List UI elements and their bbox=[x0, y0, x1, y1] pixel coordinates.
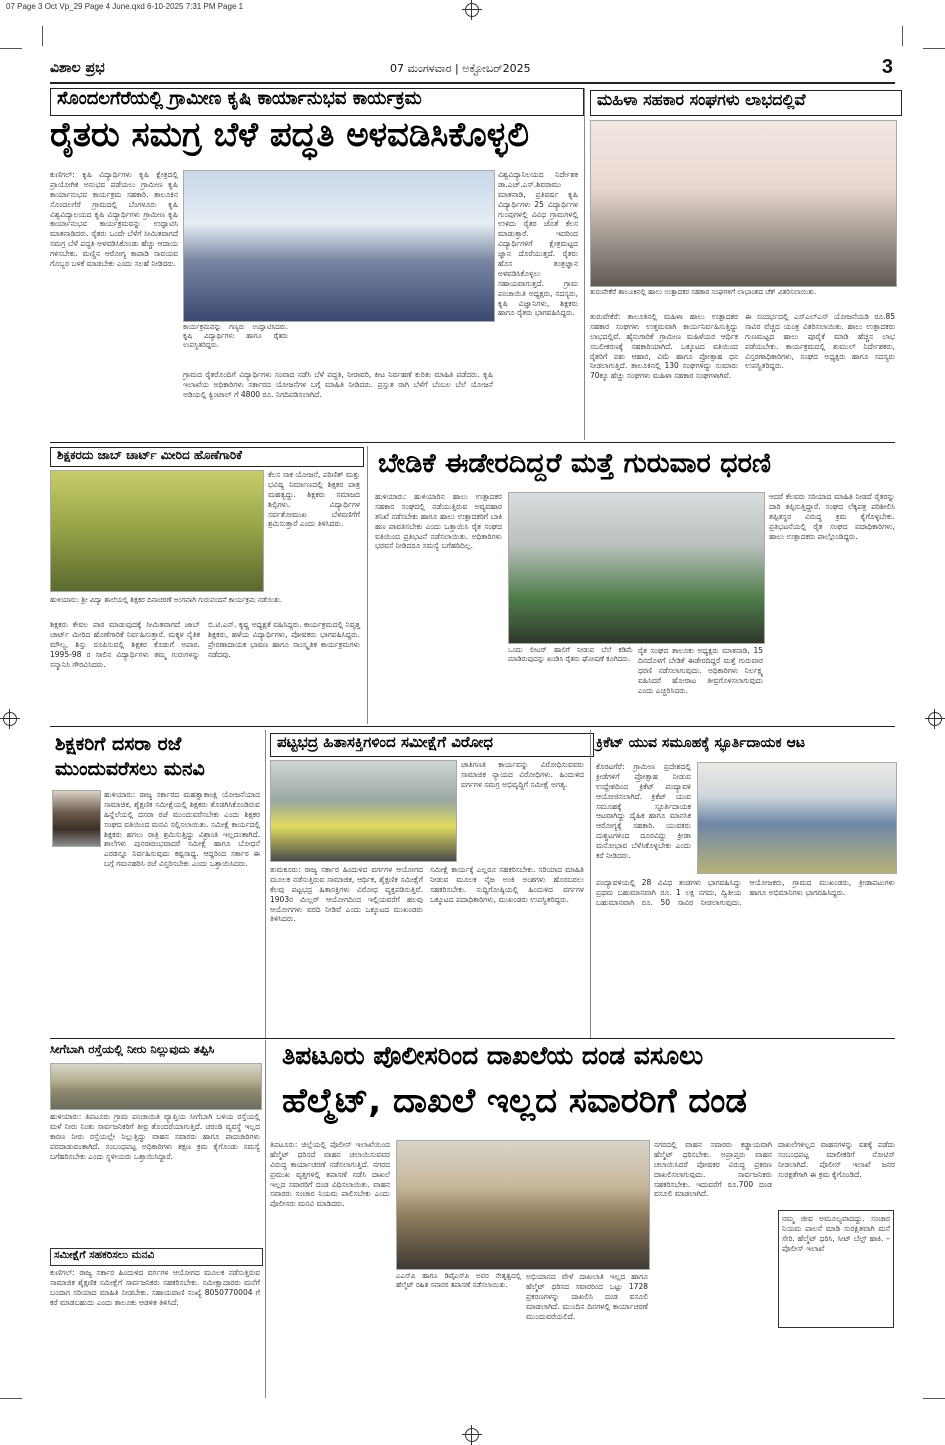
crop-mark bbox=[0, 1398, 22, 1399]
story5-headline: ಶಿಕ್ಷಕರಿಗೆ ದಸರಾ ರಜೆ ಮುಂದುವರೆಸಲು ಮನವಿ bbox=[55, 733, 205, 780]
story2-caption: ತುರುವೇಕೆರೆ ತಾಲೂಕಿನಲ್ಲಿ ಹಾಲು ಉತ್ಪಾದಕರ ಸಹಕಾರ ಸಂಘಗಳಿಗೆ ಲಾಭಾಂಶದ ಚೆಕ್ ವಿತರಿಸಲಾಯಿತು. bbox=[590, 288, 817, 296]
story6-headline: ಪಟ್ಟಭದ್ರ ಹಿತಾಸಕ್ತಿಗಳಿಂದ ಸಮೀಕ್ಷೆಗೆ ವಿರೋಧ bbox=[270, 733, 594, 757]
story10-headline: ಹೆಲ್ಮೆಟ್, ದಾಖಲೆ ಇಲ್ಲದ ಸವಾರರಿಗೆ ದಂಡ bbox=[282, 1081, 747, 1121]
page-header bbox=[50, 56, 895, 84]
story2-photo bbox=[590, 120, 897, 287]
registration-mark-left bbox=[3, 712, 17, 726]
story3-photo bbox=[50, 470, 264, 592]
registration-mark-right bbox=[928, 712, 942, 726]
story10-kicker: ತಿಪಟೂರು ಪೊಲೀಸರಿಂದ ದಾಖಲೆಯ ದಂಡ ವಸೂಲು bbox=[282, 1041, 704, 1070]
registration-mark-top bbox=[465, 3, 479, 17]
crop-mark bbox=[42, 26, 43, 46]
crop-mark bbox=[0, 48, 22, 49]
story7-photo bbox=[697, 762, 897, 874]
story1-headline: ರೈತರು ಸಮಗ್ರ ಬೆಳೆ ಪದ್ಧತಿ ಅಳವಡಿಸಿಕೊಳ್ಳಲಿ bbox=[50, 115, 529, 155]
section-rule bbox=[50, 1038, 895, 1039]
story5-body: ಹುಳಿಯಾರು: ರಾಜ್ಯ ಸರ್ಕಾರದ ಮಹತ್ವಾಕಾಂಕ್ಷಿ ಯೋಜನೆಯಾದ ಸಾಮಾಜಿಕ, ಶೈಕ್ಷಣಿಕ ಸಮೀಕ್ಷೆಯಲ್ಲಿ ಶಿಕ್ಷಕರು ತೊಡಗಿಸಿಕೊಂಡಿರುವ ಹಿನ್ನೆಲೆಯಲ್ಲಿ ದಸರಾ ರಜೆ ಮುಂದುವರೆಸಬೇಕು ಎಂದು ಶಿಕ್ಷಕರ ಸಂಘದ ವತಿಯಿಂದ ಮನವಿ ಸಲ್ಲಿಸಲಾಯಿತು. ಸಮೀಕ್ಷೆ ಕಾರ್ಯದಲ್ಲಿ ಶಿಕ್ಷಕರು ಹಗಲು ರಾತ್ರಿ ಶ್ರಮಿಸುತ್ತಿದ್ದು ವಿಶ್ರಾಂತಿ ಇಲ್ಲದಂತಾಗಿದೆ. ಶಾಲೆಗಳು ಪುನರಾರಂಭವಾದರೆ ಸಮೀಕ್ಷೆ ಹಾಗೂ ಬೋಧನೆ ಎರಡನ್ನೂ ನಿರ್ವಹಿಸುವುದು ಕಷ್ಟಸಾಧ್ಯ. ಆದ್ದರಿಂದ ಸರ್ಕಾರ ಈ ಬಗ್ಗೆ ಗಮನಹರಿಸಿ ರಜೆ ವಿಸ್ತರಿಸಬೇಕು ಎಂದು ಒತ್ತಾಯಿಸಿದರು. bbox=[104, 790, 260, 869]
issue-date: 07 ಮಂಗಳವಾರ | ಅಕ್ಟೋಬರ್2025 bbox=[390, 62, 531, 75]
story9-headline: ಸಮೀಕ್ಷೆಗೆ ಸಹಕರಿಸಲು ಮನವಿ bbox=[50, 1248, 263, 1266]
story4-body-col1: ಹುಳಿಯಾರು: ಹುಳಿಯಾರಿನ ಹಾಲು ಉತ್ಪಾದಕರ ಸಹಕಾರ ಸಂಘದಲ್ಲಿ ನಡೆಯುತ್ತಿರುವ ಅವ್ಯವಹಾರ ತನಿಖೆ ನಡೆಸಬೇಕು ಹಾಗೂ ಹಾಲು ಉತ್ಪಾದಕರಿಗೆ ಬಾಕಿ ಹಣ ಪಾವತಿಸಬೇಕು ಎಂದು ಒತ್ತಾಯಿಸಿ ರೈತ ಸಂಘದ ವತಿಯಿಂದ ಪ್ರತಿಭಟನೆ ನಡೆಸಲಾಯಿತು. ಅಧಿಕಾರಿಗಳು ಭರವಸೆ ನೀಡಿದರೂ ಸಮಸ್ಯೆ ಬಗೆಹರಿದಿಲ್ಲ. bbox=[375, 492, 502, 551]
column-rule bbox=[590, 730, 591, 1038]
story1-body-col4: ವಿಶ್ವವಿದ್ಯಾನಿಲಯದ ನಿರ್ದೇಶಕ ಡಾ.ಎಚ್.ಎಸ್.ಶಿವರಾಮು ಮಾತನಾಡಿ, ಪ್ರತಿವರ್ಷ ಕೃಷಿ ವಿದ್ಯಾರ್ಥಿಗಳು 25 ವಿದ್ಯಾರ್ಥಿಗಳ ಗುಂಪುಗಳಲ್ಲಿ ವಿವಿಧ ಗ್ರಾಮಗಳಲ್ಲಿ ಉಳಿದು ರೈತರ ಜೊತೆ ಕೆಲಸ ಮಾಡುತ್ತಾರೆ. ಇದರಿಂದ ವಿದ್ಯಾರ್ಥಿಗಳಿಗೆ ಕ್ಷೇತ್ರಮಟ್ಟದ ಜ್ಞಾನ ದೊರೆಯುತ್ತದೆ. ರೈತರು ಹೊಸ ತಂತ್ರಜ್ಞಾನ ಅಳವಡಿಸಿಕೊಳ್ಳಲು ಸಹಾಯವಾಗುತ್ತದೆ. ಗ್ರಾಮ ಪಂಚಾಯಿತಿ ಅಧ್ಯಕ್ಷರು, ಸದಸ್ಯರು, ಕೃಷಿ ವಿಜ್ಞಾನಿಗಳು, ಶಿಕ್ಷಕರು ಹಾಗೂ ರೈತರು ಭಾಗವಹಿಸಿದ್ದರು. bbox=[498, 170, 578, 318]
story1-caption: ಕಾರ್ಯಕ್ರಮವನ್ನು ಗಣ್ಯರು ಉದ್ಘಾಟಿಸಿದರು. ಕೃಷಿ ವಿದ್ಯಾರ್ಥಿಗಳು ಹಾಗೂ ರೈತರು ಉಪಸ್ಥಿತರಿದ್ದರು. bbox=[183, 323, 288, 350]
section-rule bbox=[50, 726, 895, 727]
story6-body-col2: ಸಮೀಕ್ಷೆ ಕಾರ್ಯಕ್ಕೆ ಎಲ್ಲರೂ ಸಹಕರಿಸಬೇಕು. ಸರಿಯಾದ ಮಾಹಿತಿ ನೀಡುವ ಮೂಲಕ ನೈಜ ಅಂಕಿ ಅಂಶಗಳು ಹೊರಬರಲು ಸಹಕರಿಸಬೇಕು. ಸುದ್ದಿಗೋಷ್ಠಿಯಲ್ಲಿ ಹಿಂದುಳಿದ ವರ್ಗಗಳ ಒಕ್ಕೂಟದ ಪದಾಧಿಕಾರಿಗಳು, ಮುಖಂಡರು ಉಪಸ್ಥಿತರಿದ್ದರು. bbox=[430, 865, 584, 904]
crop-mark bbox=[923, 48, 945, 49]
story7-headline: ಕ್ರಿಕೆಟ್ ಯುವ ಸಮೂಹಕ್ಕೆ ಸ್ಫೂರ್ತಿದಾಯಕ ಆಟ bbox=[596, 735, 805, 751]
story8-body: ಹುಳಿಯಾರು: ತಿಪಟೂರು ಗ್ರಾಮ ಪಂಚಾಯಿತಿ ವ್ಯಾಪ್ತಿಯ ಸೀಗೆಬಾಗಿ ಬಳಿಯ ರಸ್ತೆಯಲ್ಲಿ ಮಳೆ ನೀರು ನಿಂತು ಸಾರ್ವಜನಿಕರಿಗೆ ತೀವ್ರ ತೊಂದರೆಯಾಗುತ್ತಿದೆ. ಚರಂಡಿ ವ್ಯವಸ್ಥೆ ಇಲ್ಲದ ಕಾರಣ ನೀರು ರಸ್ತೆಯಲ್ಲೇ ನಿಲ್ಲುತ್ತಿದ್ದು ವಾಹನ ಸವಾರರು ಹಾಗೂ ಪಾದಚಾರಿಗಳು ಪರದಾಡುವಂತಾಗಿದೆ. ಸಂಬಂಧಪಟ್ಟ ಅಧಿಕಾರಿಗಳು ತಕ್ಷಣ ಕ್ರಮ ಕೈಗೊಂಡು ಸಮಸ್ಯೆ ಬಗೆಹರಿಸಬೇಕು ಎಂದು ಸ್ಥಳೀಯರು ಒತ್ತಾಯಿಸಿದ್ದಾರೆ. bbox=[50, 1112, 260, 1161]
story8-photo bbox=[50, 1063, 262, 1110]
story3-caption: ಹುಳಿಯಾರು: ಶ್ರೀ ವಿದ್ಯಾ ಶಾಲೆಯಲ್ಲಿ ಶಿಕ್ಷಕರ ದಿನಾಚರಣೆ ಅಂಗವಾಗಿ ಗುರುವಂದನೆ ಕಾರ್ಯಕ್ರಮ ನಡೆಯಿತು. bbox=[50, 596, 283, 604]
story3-headline: ಶಿಕ್ಷಕರದು ಜಾಬ್ ಚಾರ್ಟ್ ಮೀರಿದ ಹೊಣೆಗಾರಿಕೆ bbox=[50, 447, 364, 467]
column-rule bbox=[265, 1040, 266, 1398]
story10-body-col4: ದಾಖಲೆಗಳಿಲ್ಲದ ವಾಹನಗಳನ್ನು ವಶಕ್ಕೆ ಪಡೆದು ಸಂಬಂಧಪಟ್ಟ ಮಾಲೀಕರಿಗೆ ನೋಟಿಸ್ ನೀಡಲಾಗಿದೆ. ಪೊಲೀಸ್ ಇಲಾಖೆ ಜನರ ಸುರಕ್ಷತೆಗಾಗಿ ಈ ಕ್ರಮ ಕೈಗೊಂಡಿದೆ. bbox=[778, 1140, 895, 1179]
story1-kicker: ಸೊಂದಲಗೆರೆಯಲ್ಲಿ ಗ್ರಾಮೀಣ ಕೃಷಿ ಕಾರ್ಯಾನುಭವ ಕಾರ್ಯಕ್ರಮ bbox=[50, 88, 584, 116]
story7-body-col2: ಪಂದ್ಯಾವಳಿಯಲ್ಲಿ 28 ವಿವಿಧ ತಂಡಗಳು ಭಾಗವಹಿಸಿದ್ದು ಪ್ರಥಮ ಬಹುಮಾನವಾಗಿ ರೂ. 1 ಲಕ್ಷ ನಗದು, ದ್ವಿತೀಯ ಬಹುಮಾನವಾಗಿ ರೂ. 50 ಸಾವಿರ ನೀಡಲಾಗುವುದು. ಆಯೋಜಕರು, ಗ್ರಾಮದ ಮುಖಂಡರು, ಕ್ರೀಡಾಪಟುಗಳು ಹಾಗೂ ಅಭಿಮಾನಿಗಳು ಭಾಗವಹಿಸಿದ್ದರು. bbox=[596, 878, 895, 907]
story4-body-col2: ರೈತ ಸಂಘದ ತಾಲೂಕು ಅಧ್ಯಕ್ಷರು ಮಾತನಾಡಿ, 15 ದಿನದೊಳಗೆ ಬೇಡಿಕೆ ಈಡೇರದಿದ್ದರೆ ಮತ್ತೆ ಗುರುವಾರ ಧರಣಿ ನಡೆಸಲಾಗುವುದು. ಅಧಿಕಾರಿಗಳು ನಿರ್ಲಕ್ಷ್ಯ ವಹಿಸಿದರೆ ಹೋರಾಟ ತೀವ್ರಗೊಳಿಸಲಾಗುವುದು ಎಂದು ಎಚ್ಚರಿಸಿದರು. bbox=[638, 646, 763, 695]
story10-body-col2: ಅಭಿಯಾನದ ವೇಳೆ ದಾಖಲಾತಿ ಇಲ್ಲದ ಹಾಗೂ ಹೆಲ್ಮೆಟ್ ಧರಿಸದ ಸವಾರರಿಂದ ಒಟ್ಟು 1728 ಪ್ರಕರಣಗಳನ್ನು ದಾಖಲಿಸಿ ದಂಡ ವಸೂಲಿ ಮಾಡಲಾಗಿದೆ. ಮುಂದಿನ ದಿನಗಳಲ್ಲಿ ಕಾರ್ಯಾಚರಣೆ ಮುಂದುವರೆಯಲಿದೆ. bbox=[526, 1272, 648, 1321]
story2-body-col1: ತುರುವೇಕೆರೆ: ತಾಲೂಕಿನಲ್ಲಿ ಮಹಿಳಾ ಹಾಲು ಉತ್ಪಾದಕರ ಸಹಕಾರ ಸಂಘಗಳು ಉತ್ತಮವಾಗಿ ಕಾರ್ಯನಿರ್ವಹಿಸುತ್ತಿದ್ದು ಲಾಭದಲ್ಲಿವೆ. ಹೈನುಗಾರಿಕೆ ಗ್ರಾಮೀಣ ಮಹಿಳೆಯರ ಆರ್ಥಿಕ ಸಬಲೀಕರಣಕ್ಕೆ ಸಹಕಾರಿಯಾಗಿದೆ. ಒಕ್ಕೂಟದ ವತಿಯಿಂದ ರೈತರಿಗೆ ಪಶು ಆಹಾರ, ವಿಮೆ ಹಾಗೂ ಪ್ರೋತ್ಸಾಹ ಧನ ನೀಡಲಾಗುತ್ತಿದೆ. ತಾಲೂಕಿನಲ್ಲಿ 130 ಸಂಘಗಳಿದ್ದು ಸುಮಾರು 70ಕ್ಕೂ ಹೆಚ್ಚು ಸಂಘಗಳು ಮಹಿಳಾ ಸಹಕಾರ ಸಂಘಗಳಾಗಿವೆ. bbox=[590, 312, 738, 381]
story2-headline: ಮಹಿಳಾ ಸಹಕಾರ ಸಂಘಗಳು ಲಾಭದಲ್ಲಿವೆ bbox=[590, 90, 902, 116]
story3-body-col1: ಶಿಕ್ಷಕರು ಕೇವಲ ಪಾಠ ಮಾಡುವುದಕ್ಕೆ ಸೀಮಿತವಾಗದೆ ಜಾಬ್ ಚಾರ್ಟ್ ಮೀರಿದ ಹೊಣೆಗಾರಿಕೆ ನಿರ್ವಹಿಸುತ್ತಾರೆ. ಮಕ್ಕಳ ನೈತಿಕ ಮೌಲ್ಯ, ಶಿಸ್ತು ರೂಪಿಸುವಲ್ಲಿ ಶಿಕ್ಷಕರ ಕೊಡುಗೆ ಅಪಾರ. 1995-98 ರ ಸಾಲಿನ ವಿದ್ಯಾರ್ಥಿಗಳು ತಮ್ಮ ಗುರುಗಳನ್ನು ಸನ್ಮಾನಿಸಿ ಗೌರವಿಸಿದರು. bbox=[50, 620, 200, 669]
story4-photo bbox=[508, 492, 765, 644]
story4-headline: ಬೇಡಿಕೆ ಈಡೇರದಿದ್ದರೆ ಮತ್ತೆ ಗುರುವಾರ ಧರಣಿ bbox=[378, 448, 772, 479]
story5-headline-line1 bbox=[55, 732, 260, 780]
crop-mark bbox=[902, 26, 903, 46]
story1-body-col1: ಕುಣಿಗಲ್: ಕೃಷಿ ವಿದ್ಯಾರ್ಥಿಗಳು ಕೃಷಿ ಕ್ಷೇತ್ರದಲ್ಲಿ ಪ್ರಾಯೋಗಿಕ ಅನುಭವ ಪಡೆಯಲು ಗ್ರಾಮೀಣ ಕೃಷಿ ಕಾರ್ಯಾನುಭವ ಕಾರ್ಯಕ್ರಮ ಸಹಕಾರಿ. ತಾಲೂಕಿನ ಸೊಂದಲಗೆರೆ ಗ್ರಾಮದಲ್ಲಿ ಬೆಂಗಳೂರು ಕೃಷಿ ವಿಶ್ವವಿದ್ಯಾಲಯದ ಕೃಷಿ ವಿದ್ಯಾರ್ಥಿಗಳು ಗ್ರಾಮೀಣ ಕೃಷಿ ಕಾರ್ಯಾನುಭವ ಕಾರ್ಯಕ್ರಮವನ್ನು ಉದ್ಘಾಟಿಸಿ ಮಾತನಾಡಿದರು. ರೈತರು ಒಂದೇ ಬೆಳೆಗೆ ಸೀಮಿತವಾಗದೆ ಸಮಗ್ರ ಬೆಳೆ ಪದ್ಧತಿ ಅಳವಡಿಸಿಕೊಂಡು ಹೆಚ್ಚು ಆದಾಯ ಗಳಿಸಬೇಕು. ಮಣ್ಣಿನ ಆರೋಗ್ಯ ಕಾಪಾಡಿ ಸಾವಯವ ಗೊಬ್ಬರ ಬಳಕೆ ಮಾಡಬೇಕು ಎಂದು ಸಲಹೆ ನೀಡಿದರು. bbox=[50, 170, 178, 269]
story3-body-col2: ಬಿ.ಟಿ.ಎನ್. ಕೃಷ್ಣ ಅಧ್ಯಕ್ಷತೆ ವಹಿಸಿದ್ದರು. ಕಾರ್ಯಕ್ರಮದಲ್ಲಿ ನಿವೃತ್ತ ಶಿಕ್ಷಕರು, ಹಳೆಯ ವಿದ್ಯಾರ್ಥಿಗಳು, ಪೋಷಕರು ಭಾಗವಹಿಸಿದ್ದರು. ಪ್ರೇರಣಾದಾಯಕ ಭಾಷಣ ಹಾಗೂ ಸಾಂಸ್ಕೃತಿಕ ಕಾರ್ಯಕ್ರಮಗಳು ನಡೆದವು. bbox=[208, 620, 360, 659]
print-slug: 07 Page 3 Oct Vp_29 Page 4 June.qxd 6-10-2025 7:31 PM Page 1 bbox=[6, 2, 244, 11]
story4-body-col3: ಆದರೆ ಕೆಲವರು ಸರಿಯಾದ ಮಾಹಿತಿ ನೀಡದೆ ರೈತರನ್ನು ದಾರಿ ತಪ್ಪಿಸುತ್ತಿದ್ದಾರೆ. ಸಂಘದ ಲೆಕ್ಕಪತ್ರ ಪರಿಶೀಲಿಸಿ ತಪ್ಪಿತಸ್ಥರ ವಿರುದ್ಧ ಕ್ರಮ ಕೈಗೊಳ್ಳಬೇಕು. ಪ್ರತಿಭಟನೆಯಲ್ಲಿ ರೈತ ಸಂಘದ ಪದಾಧಿಕಾರಿಗಳು, ಹಾಲು ಉತ್ಪಾದಕರು ಪಾಲ್ಗೊಂಡಿದ್ದರು. bbox=[769, 492, 895, 541]
column-rule bbox=[265, 730, 266, 1038]
section-rule bbox=[50, 442, 895, 443]
story6-side-text: ಜಾತಿಗಣತಿ ಕಾರ್ಯವನ್ನು ವಿರೋಧಿಸುವವರು ಸಾಮಾಜಿಕ ನ್ಯಾಯದ ವಿರೋಧಿಗಳು. ಹಿಂದುಳಿದ ವರ್ಗಗಳ ಸಮಗ್ರ ಅಭಿವೃದ್ಧಿಗೆ ಸಮೀಕ್ಷೆ ಅಗತ್ಯ. bbox=[461, 760, 584, 789]
story10-body-col3: ನಗರದಲ್ಲಿ ವಾಹನ ಸವಾರರು ಕಡ್ಡಾಯವಾಗಿ ಹೆಲ್ಮೆಟ್ ಧರಿಸಬೇಕು. ಅಪ್ರಾಪ್ತರು ವಾಹನ ಚಲಾಯಿಸಿದರೆ ಪೋಷಕರ ವಿರುದ್ಧ ಪ್ರಕರಣ ದಾಖಲಿಸಲಾಗುವುದು. ಸಾರ್ವಜನಿಕರು ಸಹಕರಿಸಬೇಕು. ಇದುವರೆಗೆ ರೂ.700 ದಂಡ ವಸೂಲಿ ಮಾಡಲಾಗಿದೆ. bbox=[654, 1140, 772, 1199]
story6-body-col1: ತುಮಕೂರು: ರಾಜ್ಯ ಸರ್ಕಾರ ಹಿಂದುಳಿದ ವರ್ಗಗಳ ಆಯೋಗದ ಮೂಲಕ ನಡೆಸುತ್ತಿರುವ ಸಾಮಾಜಿಕ, ಆರ್ಥಿಕ, ಶೈಕ್ಷಣಿಕ ಸಮೀಕ್ಷೆಗೆ ಕೆಲವು ಪಟ್ಟಭದ್ರ ಹಿತಾಸಕ್ತಿಗಳು ವಿರೋಧ ವ್ಯಕ್ತಪಡಿಸುತ್ತಿವೆ. 1903ರ ಮಿಲ್ಲರ್ ಆಯೋಗದಿಂದ ಇಲ್ಲಿಯವರೆಗೆ ಹಲವು ಆಯೋಗಗಳು ವರದಿ ನೀಡಿವೆ ಎಂದು ಒಕ್ಕೂಟದ ಮುಖಂಡರು ತಿಳಿಸಿದರು. bbox=[270, 865, 423, 924]
story1-photo bbox=[183, 170, 495, 322]
story10-photo bbox=[396, 1140, 650, 1270]
registration-mark-bottom bbox=[465, 1428, 479, 1442]
story1-body-mid: ಗ್ರಾಮದ ರೈತರೊಂದಿಗೆ ವಿದ್ಯಾರ್ಥಿಗಳು ಸಂವಾದ ನಡೆಸಿ ಬೆಳೆ ಪದ್ಧತಿ, ನೀರಾವರಿ, ಕೀಟ ನಿರ್ವಹಣೆ ಕುರಿತು ಮಾಹಿತಿ ಪಡೆದರು. ಕೃಷಿ ಇಲಾಖೆಯ ಅಧಿಕಾರಿಗಳು ಸರ್ಕಾರದ ಯೋಜನೆಗಳ ಬಗ್ಗೆ ಮಾಹಿತಿ ನೀಡಿದರು. ಪ್ರಸ್ತುತ ರಾಗಿ ಬೆಳೆಗೆ ಬೆಂಬಲ ಬೆಲೆ ಯೋಜನೆ ಅಡಿಯಲ್ಲಿ ಕ್ವಿಂಟಾಲ್ ಗೆ 4800 ರೂ. ನಿಗದಿಪಡಿಸಲಾಗಿದೆ. bbox=[183, 370, 493, 399]
story5-portrait-photo bbox=[52, 790, 101, 847]
story6-photo bbox=[270, 760, 457, 862]
masthead-logo: ವಿಶಾಲ ಪ್ರಭ bbox=[50, 60, 105, 76]
story7-body-col1: ಕೊರಟಗೆರೆ: ಗ್ರಾಮೀಣ ಪ್ರದೇಶದಲ್ಲಿ ಕ್ರೀಡೆಗಳಿಗೆ ಪ್ರೋತ್ಸಾಹ ನೀಡುವ ಉದ್ದೇಶದಿಂದ ಕ್ರಿಕೆಟ್ ಪಂದ್ಯಾವಳಿ ಆಯೋಜಿಸಲಾಗಿದೆ. ಕ್ರಿಕೆಟ್ ಯುವ ಸಮೂಹಕ್ಕೆ ಸ್ಫೂರ್ತಿದಾಯಕ ಆಟವಾಗಿದ್ದು ದೈಹಿಕ ಹಾಗೂ ಮಾನಸಿಕ ಆರೋಗ್ಯಕ್ಕೆ ಸಹಕಾರಿ. ಯುವಕರು ದುಶ್ಚಟಗಳಿಂದ ದೂರವಿದ್ದು ಕ್ರೀಡಾ ಮನೋಭಾವ ಬೆಳೆಸಿಕೊಳ್ಳಬೇಕು ಎಂದು ಕರೆ ನೀಡಿದರು. bbox=[596, 762, 691, 861]
story9-body: ಕುಣಿಗಲ್: ರಾಜ್ಯ ಸರ್ಕಾರ ಹಿಂದುಳಿದ ವರ್ಗಗಳ ಆಯೋಗದ ಮೂಲಕ ನಡೆಸುತ್ತಿರುವ ಸಾಮಾಜಿಕ ಶೈಕ್ಷಣಿಕ ಸಮೀಕ್ಷೆಗೆ ಸಾರ್ವಜನಿಕರು ಸಹಕರಿಸಬೇಕು. ಸಮೀಕ್ಷಾದಾರರು ಮನೆಗೆ ಬಂದಾಗ ಸರಿಯಾದ ಮಾಹಿತಿ ನೀಡಬೇಕು. ಸಹಾಯವಾಣಿ ಸಂಖ್ಯೆ 8050770004 ಗೆ ಕರೆ ಮಾಡಬಹುದು ಎಂದು ತಾಲೂಕು ಆಡಳಿತ ತಿಳಿಸಿದೆ. bbox=[50, 1268, 260, 1307]
crop-mark bbox=[923, 1398, 945, 1399]
story10-boxed-note: ನಮ್ಮ ಜೀವ ಅಮೂಲ್ಯವಾದದ್ದು. ಸಂಚಾರ ನಿಯಮ ಪಾಲನೆ ಮಾಡಿ ಸುರಕ್ಷಿತವಾಗಿ ಮನೆ ಸೇರಿ. ಹೆಲ್ಮೆಟ್ ಧರಿಸಿ, ಸೀಟ್ ಬೆಲ್ಟ್ ಹಾಕಿ. – ಪೊಲೀಸ್ ಇಲಾಖೆ bbox=[778, 1210, 894, 1328]
story2-body-col2: ಈ ಸಂದರ್ಭದಲ್ಲಿ ಎಸ್‌ಎಲ್‌ಎಸ್ ಯೋಜನೆಯಡಿ ರೂ.85 ಸಾವಿರ ವೆಚ್ಚದ ಯಂತ್ರ ವಿತರಿಸಲಾಯಿತು. ಹಾಲು ಉತ್ಪಾದಕರು ಗುಣಮಟ್ಟದ ಹಾಲು ಪೂರೈಕೆ ಮಾಡಿ ಹೆಚ್ಚಿನ ಲಾಭ ಪಡೆಯಬೇಕು. ಕಾರ್ಯಕ್ರಮದಲ್ಲಿ ತುಮುಲ್ ನಿರ್ದೇಶಕರು, ವಿಸ್ತರಣಾಧಿಕಾರಿಗಳು, ಸಂಘದ ಅಧ್ಯಕ್ಷರು ಹಾಗೂ ಸದಸ್ಯರು ಉಪಸ್ಥಿತರಿದ್ದರು. bbox=[745, 312, 895, 371]
story10-caption: ಎಎಸ್‌ಪಿ ಹಾಗೂ ಡಿವೈಎಸ್‌ಪಿ ಅವರ ನೇತೃತ್ವದಲ್ಲಿ ಹೆಲ್ಮೆಟ್ ರಹಿತ ಸವಾರರ ತಪಾಸಣೆ ನಡೆಸಲಾಯಿತು. bbox=[396, 1272, 521, 1290]
column-rule bbox=[367, 446, 368, 724]
column-rule bbox=[584, 88, 585, 440]
story4-caption: ಒಂದು ಲೀಟರ್ ಹಾಲಿಗೆ ನೀಡುವ ಬೆಲೆ ಕಡಿಮೆ ಮಾಡಿರುವುದನ್ನು ಖಂಡಿಸಿ ರೈತರು ಘೋಷಣೆ ಕೂಗಿದರು. bbox=[508, 646, 633, 664]
story10-body-col1: ತಿಪಟೂರು: ಜಿಲ್ಲೆಯಲ್ಲಿ ಪೊಲೀಸ್ ಇಲಾಖೆಯಿಂದ ಹೆಲ್ಮೆಟ್ ಧರಿಸದೆ ವಾಹನ ಚಲಾಯಿಸುವವರ ವಿರುದ್ಧ ಕಾರ್ಯಾಚರಣೆ ನಡೆಸಲಾಗುತ್ತಿದೆ. ನಗರದ ಪ್ರಮುಖ ವೃತ್ತಗಳಲ್ಲಿ ತಪಾಸಣೆ ನಡೆಸಿ ದಾಖಲೆ ಇಲ್ಲದ ಸವಾರರಿಗೆ ದಂಡ ವಿಧಿಸಲಾಯಿತು. ವಾಹನ ಸವಾರರು ಸಂಚಾರ ನಿಯಮ ಪಾಲಿಸಬೇಕು ಎಂದು ಪೊಲೀಸರು ಮನವಿ ಮಾಡಿದರು. bbox=[270, 1140, 390, 1209]
page-number: 3 bbox=[881, 56, 893, 78]
story8-headline: ಸೀಗೆಬಾಗಿ ರಸ್ತೆಯಲ್ಲಿ ನೀರು ನಿಲ್ಲುವುದು ತಪ್ಪಿಸಿ bbox=[50, 1042, 215, 1056]
story3-side-text: ಕೆಲಸ ಸಾಕ ಯೋಜನೆ, ಪರಿಣಿತ್ ಮತ್ತು ಭವಿಷ್ಯ ನಿರ್ಮಾಣದಲ್ಲಿ ಶಿಕ್ಷಕರ ಪಾತ್ರ ಮಹತ್ವದ್ದು. ಶಿಕ್ಷಕರು ಸಮಾಜದ ಶಿಲ್ಪಿಗಳು. ವಿದ್ಯಾರ್ಥಿಗಳ ಸರ್ವತೋಮುಖ ಬೆಳವಣಿಗೆಗೆ ಶ್ರಮಿಸುತ್ತಾರೆ ಎಂದು ತಿಳಿಸಿದರು. bbox=[268, 470, 360, 529]
